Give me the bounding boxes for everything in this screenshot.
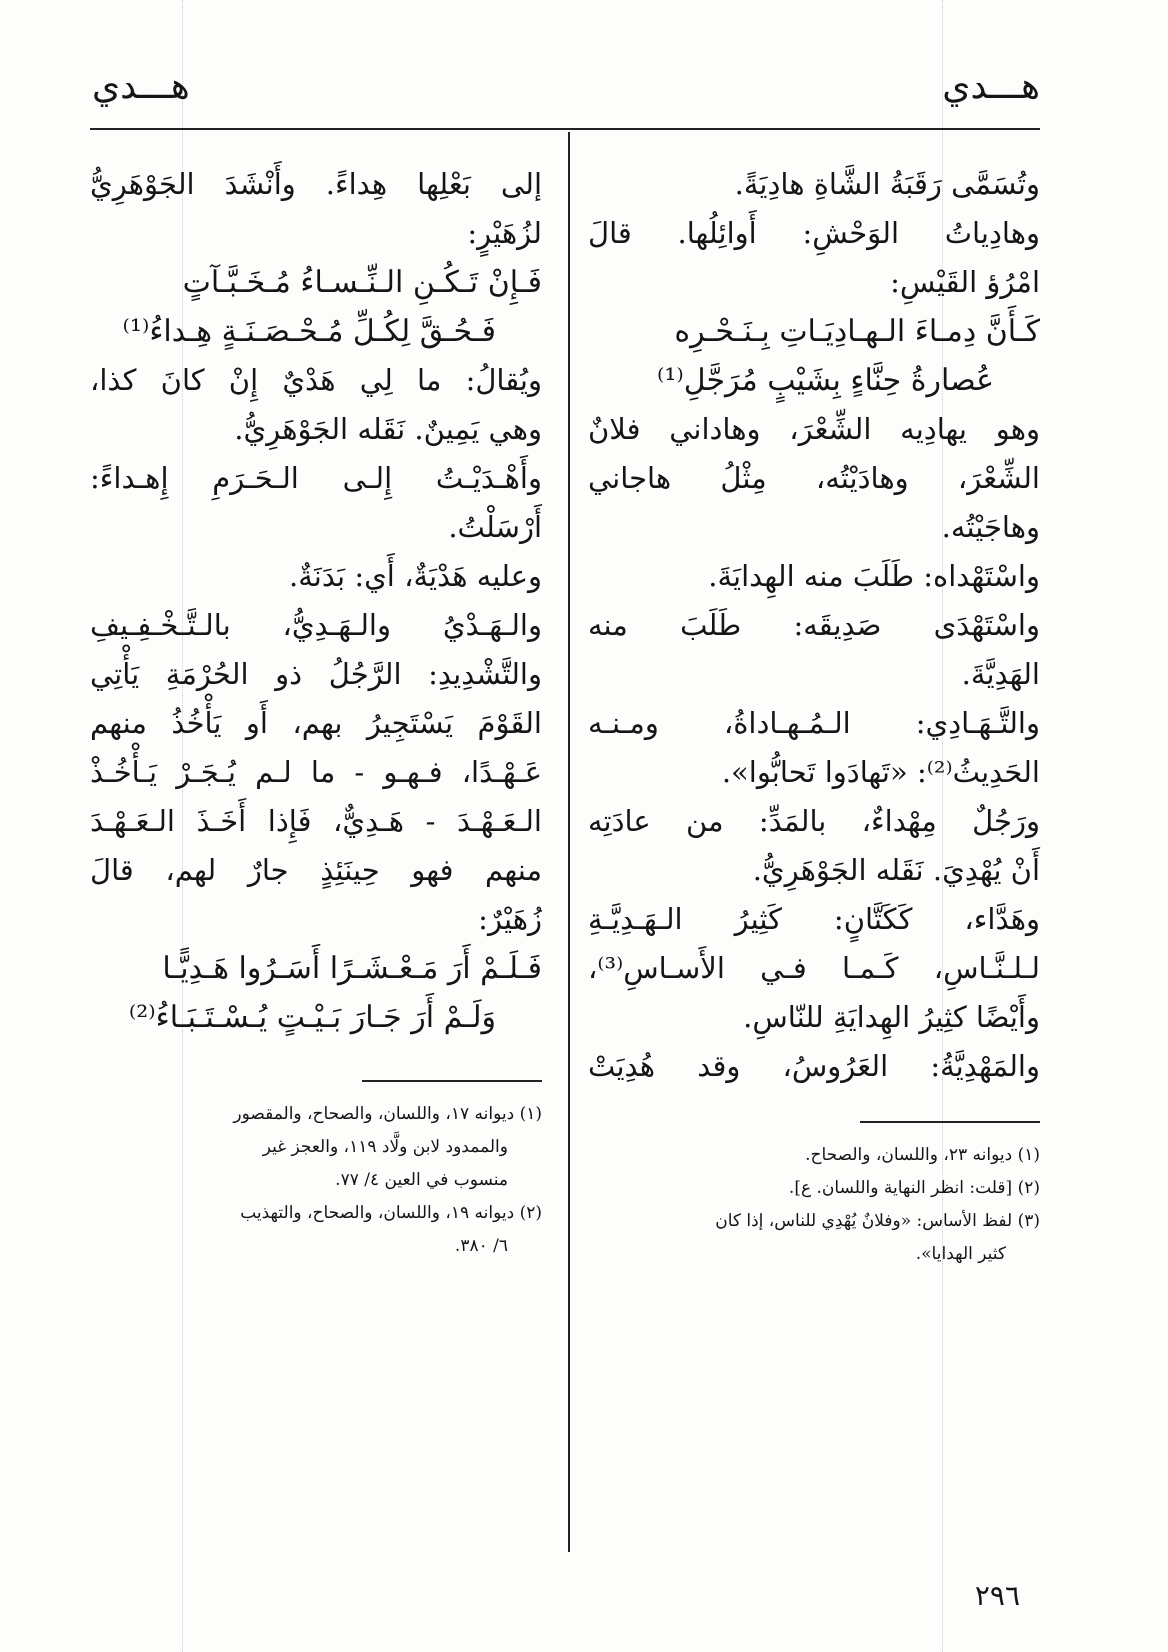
text-line: زُهَيْرٌ: bbox=[478, 902, 542, 936]
text-line: وتُسَمَّى رَقَبَةُ الشَّاةِ هادِيَةً. bbox=[734, 167, 1040, 201]
verse-line: فَـإِنْ تَـكُـنِ الـنِّـسـاءُ مُـخَـبَّـآتٍ bbox=[182, 265, 542, 300]
text-line: والتَّـهَـادِي: الـمُـهـاداةُ، ومـنـه bbox=[588, 706, 1040, 740]
text-line: والـهَـدْيُ والـهَـدِيُّ، بالـتَّـخْـفِـيفِ bbox=[90, 608, 542, 642]
verse-line: فَـحُـقَّ لِكُـلِّ مُـحْـصَـنَـةٍ هِـداءُ⁽¹⁾ bbox=[122, 314, 496, 349]
text-line: والتَّشْدِيدِ: الرَّجُلُ ذو الحُرْمَةِ يَأْتِي bbox=[90, 657, 542, 691]
verse-line: وَلَـمْ أَرَ جَـارَ بَـيْـتٍ يُـسْـتَـبَـاءُ⁽²⁾ bbox=[128, 1000, 496, 1035]
text-line: وهَدَّاء، كَكَتَّانٍ: كَثِيرُ الـهَـدِيَّـةِ bbox=[588, 902, 1040, 936]
verse-line: كَـأَنَّ دِمـاءَ الـهـادِيَـاتِ بِـنَـحْـرِه bbox=[674, 314, 1040, 349]
text-line: القَوْمَ يَسْتَجِيرُ بهم، أَو يَأْخُذُ منهم bbox=[90, 706, 542, 740]
text-line: وهو يهادِيه الشِّعْرَ، وهاداني فلانٌ bbox=[588, 412, 1040, 446]
header-rule bbox=[90, 128, 1040, 130]
footnote: ٦/ ٣٨٠. bbox=[454, 1236, 508, 1256]
verse-line: فَـلَـمْ أَرَ مَـعْـشَـرًا أَسَـرُوا هَـدِيًّـا bbox=[162, 951, 542, 986]
text-line: واسْتَهْداه: طَلَبَ منه الهِدايَةَ. bbox=[708, 559, 1040, 593]
footnote: (١) ديوانه ٢٣، واللسان، والصحاح. bbox=[805, 1145, 1040, 1165]
footnote-rule bbox=[362, 1080, 542, 1082]
text-line: وهاجَيْتُه. bbox=[941, 510, 1040, 544]
text-line: الهَدِيَّةَ. bbox=[961, 657, 1040, 691]
text-line: لزُهَيْرٍ: bbox=[467, 216, 542, 250]
text-line: عَـهْـدًا، فـهـو - ما لـم يُـجَـرْ يَـأْخُـذْ bbox=[90, 755, 542, 789]
text-line: وهي يَمِينٌ. نَقَله الجَوْهَرِيُّ. bbox=[234, 412, 542, 446]
text-line: الحَدِيثُ⁽²⁾: «تَهادَوا تَحابُّوا». bbox=[721, 755, 1040, 789]
footnote: والممدود لابن ولَّاد ١١٩، والعجز غير bbox=[262, 1137, 508, 1157]
text-line: امْرُؤ القَيْسِ: bbox=[890, 265, 1040, 299]
text-line: أَرْسَلْتُ. bbox=[448, 510, 542, 544]
text-line: وهادِياتُ الوَحْشِ: أَوائِلُها. قالَ bbox=[588, 216, 1040, 250]
footnote: (٣) لفظ الأساس: «وفلانٌ يُهْدِي للناس، إذا كان bbox=[715, 1211, 1040, 1231]
text-line: وعليه هَدْيَةٌ، أَي: بَدَنَةٌ. bbox=[288, 559, 542, 593]
right-column bbox=[588, 160, 1040, 1271]
text-line: الـعَـهْـدَ - هَـدِيٌّ، فَإِذا أَخَـذَ الـعَـهْـدَ bbox=[90, 804, 542, 838]
text-line: والمَهْدِيَّةُ: العَرُوسُ، وقد هُدِيَتْ bbox=[588, 1049, 1040, 1083]
text-line: وأَيْضًا كثِيرُ الهِدايَةِ للنّاسِ. bbox=[743, 1000, 1040, 1034]
left-column bbox=[90, 160, 542, 1263]
footnote: كثير الهدايا». bbox=[915, 1244, 1006, 1264]
footnote: (١) ديوانه ١٧، واللسان، والصحاح، والمقصور bbox=[233, 1104, 542, 1124]
text-line: وأَهْـدَيْـتُ إِلـى الـحَـرَمِ إِهـداءً: bbox=[90, 461, 542, 495]
running-head-left: هـــدي bbox=[92, 66, 190, 107]
text-line: أَنْ يُهْدِيَ. نَقَله الجَوْهَرِيُّ. bbox=[752, 853, 1040, 887]
text-line: ويُقالُ: ما لِي هَدْيٌ إِنْ كانَ كذا، bbox=[90, 363, 542, 397]
page-number: ٢٩٦ bbox=[974, 1579, 1020, 1612]
text-line: واسْتَهْدَى صَدِيقَه: طَلَبَ منه bbox=[588, 608, 1040, 642]
verse-line: عُصارةُ حِنَّاءٍ بِشَيْبٍ مُرَجَّلِ⁽¹⁾ bbox=[657, 363, 994, 398]
running-head-right: هـــدي bbox=[942, 66, 1040, 107]
text-line: لـلـنَّـاسِ، كَـمـا فـي الأَسـاسِ⁽³⁾، bbox=[588, 951, 1040, 985]
text-line: منهم فهو حِينَئِذٍ جارٌ لهم، قالَ bbox=[90, 853, 542, 887]
text-line: ورَجُلٌ مِهْداءٌ، بالمَدِّ: من عادَتِه bbox=[588, 804, 1040, 838]
text-line: الشِّعْرَ، وهادَيْتُه، مِثْلُ هاجاني bbox=[588, 461, 1040, 495]
footnote: (٢) ديوانه ١٩، واللسان، والصحاح، والتهذيب bbox=[240, 1203, 542, 1223]
footnote: (٢) [قلت: انظر النهاية واللسان. ع]. bbox=[788, 1178, 1040, 1198]
footnote-rule bbox=[860, 1121, 1040, 1123]
footnote: منسوب في العين ٤/ ٧٧. bbox=[335, 1170, 508, 1190]
text-line: إلى بَعْلِها هِداءً. وأَنْشَدَ الجَوْهَرِيُّ bbox=[90, 167, 542, 201]
column-divider bbox=[568, 132, 570, 1552]
